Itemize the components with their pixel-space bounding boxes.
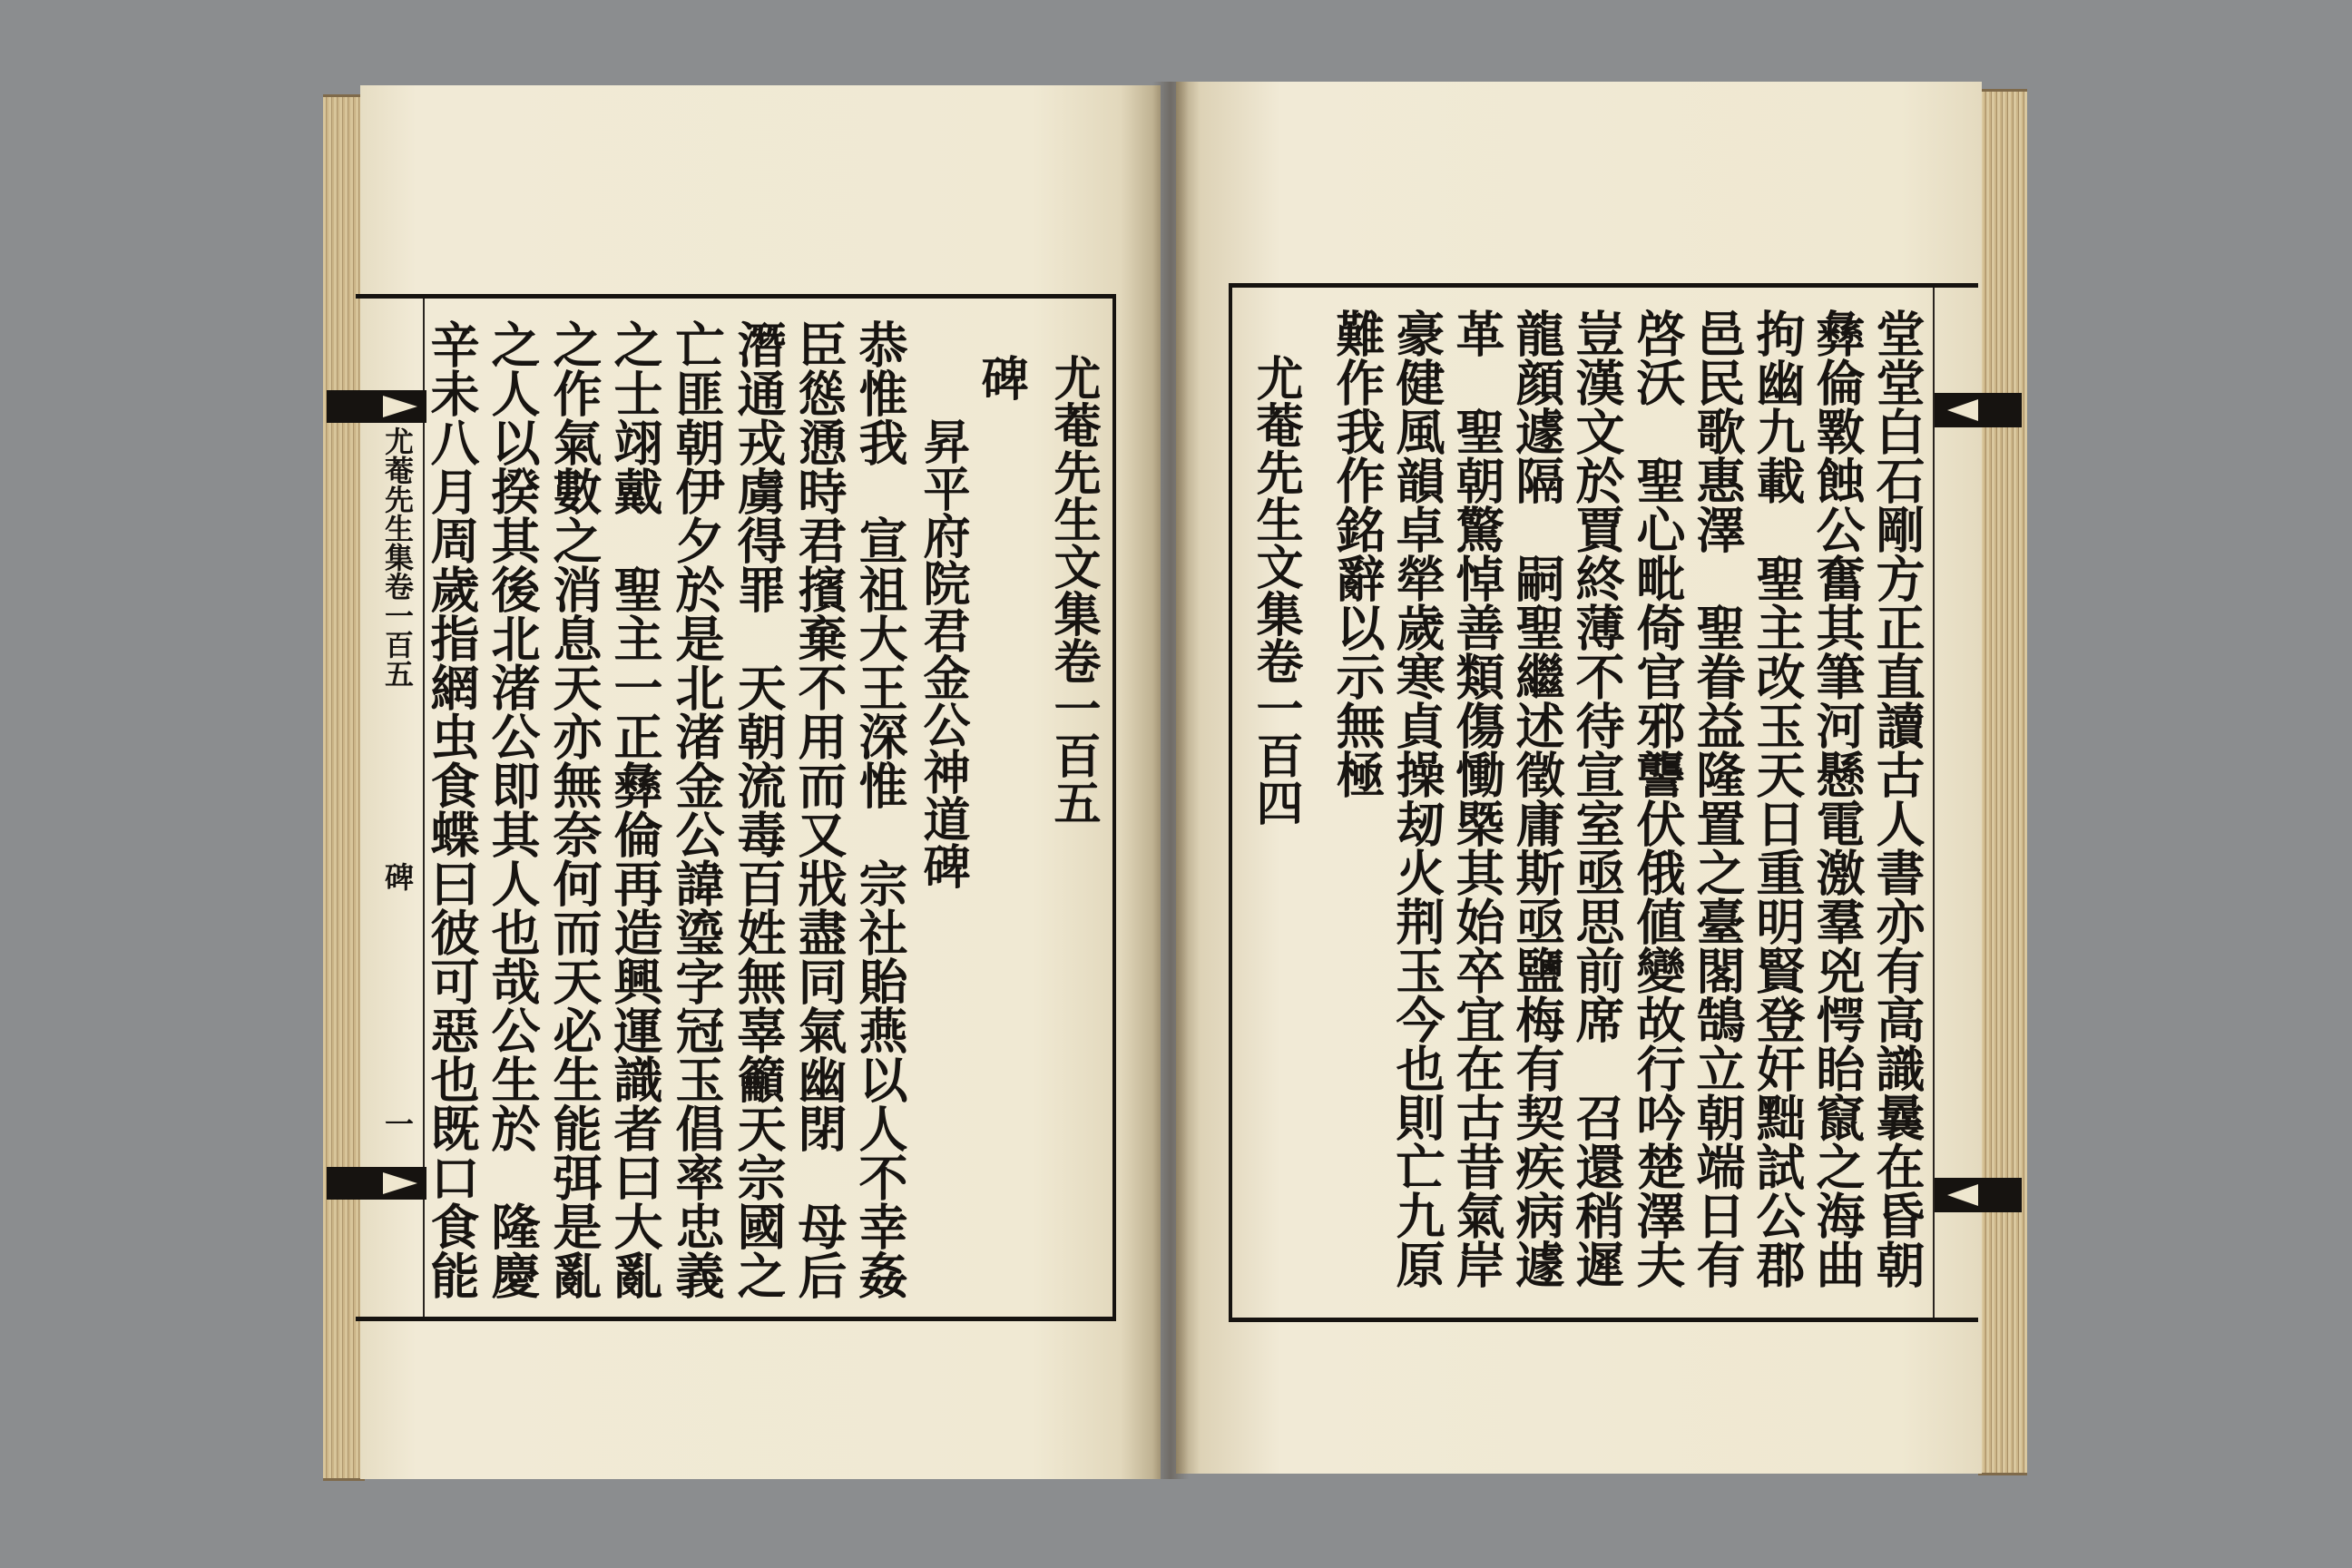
- left-frame-right-line: [1112, 294, 1116, 1321]
- text-column: 啓沃 聖心毗倚官邪讋伏俄値變故行吟楚澤夫: [1629, 309, 1687, 1289]
- fishtail-lower-right-icon: [1935, 1178, 2022, 1212]
- left-frame-top-line: [356, 294, 1116, 299]
- margin-page-number: 一: [380, 1109, 415, 1138]
- margin-section: 碑: [380, 862, 415, 891]
- margin-running-title: 尤菴先生集卷一百五: [380, 426, 415, 688]
- page-edges-right: [1978, 89, 2027, 1475]
- text-column: 堂堂白石剛方正直讀古人書亦有高識曩在昏朝: [1868, 309, 1926, 1289]
- fishtail-lower-left-icon: [327, 1167, 426, 1200]
- text-column: 之作氣數之消息天亦無奈何而天必生能弭是亂: [545, 319, 603, 1299]
- text-column: 辛未八月周歲指網虫食蝶曰彼可惡也既口食能: [423, 319, 481, 1299]
- text-column: 龍顔遽隔 嗣聖繼述徵庸斯亟鹽梅有契疾病遽: [1508, 309, 1566, 1289]
- text-column: 恭惟我 宣祖大王深惟 宗社貽燕以人不幸姦: [851, 319, 909, 1299]
- text-column: 拘幽九載 聖主改玉天日重明賢登奸黜試公郡: [1749, 309, 1807, 1289]
- fishtail-upper-left-icon: [327, 390, 426, 423]
- book-gutter: [1152, 82, 1189, 1479]
- text-column: 潛通戎虜得罪 天朝流毒百姓無辜籲天宗國之: [730, 319, 788, 1299]
- text-column: 豈漢文於賈終薄不待宣室亟思前席 召還稍遲: [1568, 309, 1626, 1289]
- text-column: 彝倫斁蝕公奮其筆河懸電激羣兇愕眙竄之海曲: [1808, 309, 1867, 1289]
- text-column: 革 聖朝驚悼善類傷慟槩其始卒宜在古昔氣岸: [1448, 309, 1506, 1289]
- text-column: 之士翊戴 聖主一正彝倫再造興運識者曰大亂: [606, 319, 664, 1299]
- text-column: 亡匪朝伊夕於是北渚金公諱瑬字冠玉倡率忠義: [668, 319, 726, 1299]
- text-column: 臣慫慂時君擯棄不用而又戕盡同氣幽閉 母后: [790, 319, 848, 1299]
- volume-title-right: 尤菴先生文集卷一百四: [1248, 354, 1303, 826]
- right-frame-top-line: [1229, 283, 1978, 288]
- right-frame-left-line: [1229, 283, 1232, 1322]
- left-frame-bottom-line: [356, 1317, 1116, 1321]
- right-frame-bottom-line: [1229, 1318, 1978, 1322]
- right-margin-divider: [1933, 288, 1935, 1318]
- text-column: 豪健風韻卓犖歲寒貞操刼火荆玉今也則亡九原: [1388, 309, 1446, 1289]
- text-column: 之人以揆其後北渚公即其人也哉公生於 隆慶: [484, 319, 542, 1299]
- text-column: 邑民歌惠澤 聖眷益隆置之臺閣鵠立朝端日有: [1689, 309, 1747, 1289]
- article-title: 昇平府院君金公神道碑: [915, 417, 970, 889]
- text-column: 難作我作銘辭以示無極: [1328, 309, 1387, 799]
- section-heading: 碑: [973, 354, 1028, 401]
- page-edges-left: [323, 94, 365, 1481]
- fishtail-upper-right-icon: [1935, 393, 2022, 427]
- volume-title-left: 尤菴先生文集卷一百五: [1045, 354, 1101, 826]
